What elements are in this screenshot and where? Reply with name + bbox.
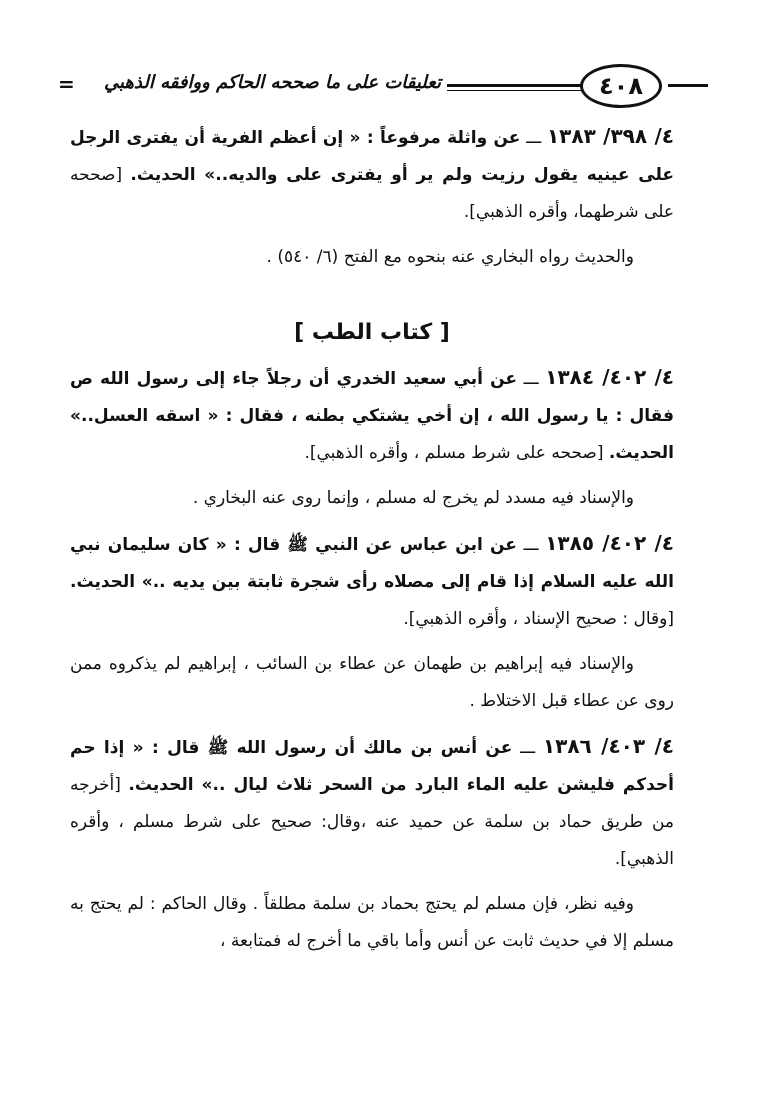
commentary-1384: والإسناد فيه مسدد لم يخرج له مسلم ، وإنما روى عنه البخاري . [192,488,634,508]
commentary-1383: والحديث رواه البخاري عنه بنحوه مع الفتح (٦/ ٥٤٠) . [266,247,634,267]
section-title: [ كتاب الطب ] [294,320,450,345]
editor-note: [أخرجه من طريق حماد بن سلمة عن حميد عنه ،وقال: صحيح على شرط مسلم ، وأقره الذهبي]. [70,775,674,869]
page-body [70,118,674,968]
hadith-text: عن أنس بن مالك أن رسول الله ﷺ قال : « إذا حم أحدكم فليشن عليه الماء البارد من السحر ثلاث ليال ..» الحديث. [70,738,675,795]
editor-note: [صححه على شرط مسلم ، وأقره الذهبي]. [304,443,604,463]
header-title: تعليقات على ما صححه الحاكم ووافقه الذهبي [98,72,447,93]
hadith-entry-1386 [70,728,674,878]
hadith-text: عن ابن عباس عن النبي ﷺ قال : « كان سليمان نبي الله عليه السلام إذا قام إلى مصلاه رأى شجرة ثابتة بين يديه ..» الحديث. [70,535,674,592]
entry-ref: ٤/ ٤٠٢/ ١٣٨٤ [545,365,674,389]
commentary-1385: والإسناد فيه إبراهيم بن طهمان عن عطاء بن السائب ، إبراهيم لم يذكروه ممن روى عن عطاء قبل الاختلاط . [70,654,674,711]
entry-ref: ٤/ ٤٠٢/ ١٣٨٥ [545,531,674,555]
hadith-entry-1385 [70,525,674,638]
dash: ـــ [520,128,542,148]
header-decoration: = [58,72,75,96]
hadith-entry-1383 [70,118,674,231]
hadith-entry-1384 [70,359,674,472]
header-rule-right [668,84,708,87]
commentary-1386: وفيه نظر، فإن مسلم لم يحتج بحماد بن سلمة مطلقاً . وقال الحاكم : لم يحتج به مسلم إلا في حديث ثابت عن أنس وأما باقي ما أخرج له فمتابعة ، [70,894,674,951]
editor-note: [وقال : صحيح الإسناد ، وأقره الذهبي]. [403,609,674,629]
page-number: ٤٠٨ [580,64,662,108]
hadith-text: عن واثلة مرفوعاً : « إن أعظم الفرية أن يفترى الرجل على عينيه يقول رزيت ولم ير أو يفترى على والديه..» الحديث. [70,128,674,185]
running-header [58,64,708,110]
entry-ref: ٤/ ٤٠٣/ ١٣٨٦ [542,734,674,758]
editor-note: [صححه على شرطهما، وأقره الذهبي]. [70,165,674,222]
dash: ـــ [516,535,539,555]
dash: ـــ [512,738,536,758]
hadith-text: عن أبي سعيد الخدري أن رجلاً جاء إلى رسول الله ص فقال : يا رسول الله ، إن أخي يشتكي بطنه ، فقال : « اسقه العسل..» الحديث. [70,369,674,463]
dash: ـــ [517,369,539,389]
entry-ref: ٤/ ٣٩٨/ ١٣٨٣ [546,124,674,148]
